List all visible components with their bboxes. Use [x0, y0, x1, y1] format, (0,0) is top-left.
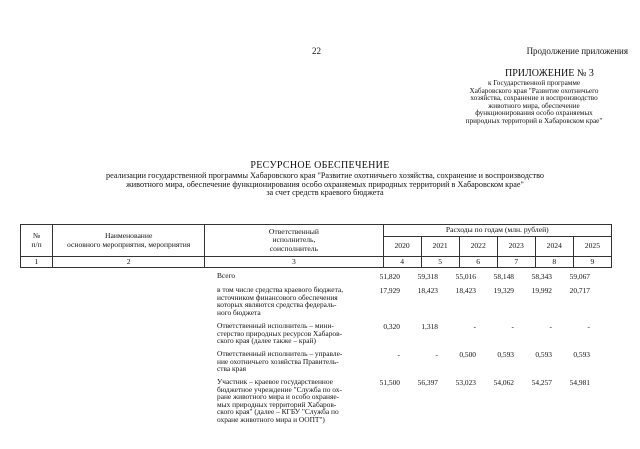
row-value: 19,329	[493, 286, 514, 295]
header-executor: Ответственный исполнитель, соисполнитель	[205, 225, 383, 257]
appendix-title: ПРИЛОЖЕНИЕ № 3	[505, 68, 594, 79]
row-value: 0,500	[459, 350, 476, 359]
appendix-line: функционирования особо охраняемых	[475, 109, 593, 118]
column-number: 5	[421, 257, 459, 268]
column-number: 6	[459, 257, 497, 268]
row-value: 54,257	[531, 378, 552, 387]
row-value: 0,593	[497, 350, 514, 359]
header-year: 2024	[535, 237, 573, 257]
row-value: -	[587, 322, 590, 331]
table-row	[20, 378, 612, 428]
row-value: 18,423	[417, 286, 438, 295]
column-number: 3	[205, 257, 383, 268]
row-value: 54,981	[569, 378, 590, 387]
page-number: 22	[312, 46, 321, 56]
row-value: 58,343	[531, 272, 552, 281]
table-row	[20, 322, 612, 350]
row-value: 59,067	[569, 272, 590, 281]
appendix-line: природных территорий в Хабаровском крае"	[465, 116, 603, 125]
table-row	[20, 350, 612, 378]
column-number: 2	[53, 257, 205, 268]
table-body	[20, 272, 612, 428]
row-label: Ответственный исполнитель – мини- стерство природных ресурсов Хабаров- ского края (далее также – край)	[217, 321, 343, 346]
document-title: РЕСУРСНОЕ ОБЕСПЕЧЕНИЕ	[250, 160, 390, 171]
appendix-line: к Государственной программе	[487, 79, 581, 87]
row-value: 20,717	[569, 286, 590, 295]
header-year: 2022	[459, 237, 497, 257]
document-subtitle	[40, 172, 610, 198]
continuation-label: Продолжение приложения	[526, 46, 628, 56]
row-value: -	[549, 322, 552, 331]
column-number: 1	[21, 257, 53, 268]
row-value: 0,593	[535, 350, 552, 359]
column-number: 7	[497, 257, 535, 268]
header-year: 2025	[573, 237, 611, 257]
row-value: 58,148	[493, 272, 514, 281]
column-number: 8	[535, 257, 573, 268]
row-value: 54,062	[493, 378, 514, 387]
row-value: 0,320	[383, 322, 400, 331]
table-header	[20, 224, 612, 268]
header-year: 2023	[497, 237, 535, 257]
header-year: 2021	[421, 237, 459, 257]
row-value: 1,318	[421, 322, 438, 331]
column-number: 4	[383, 257, 421, 268]
column-number: 9	[573, 257, 611, 268]
row-value: -	[473, 322, 476, 331]
row-value: -	[397, 350, 400, 359]
row-value: 51,500	[379, 378, 400, 387]
appendix-line: животного мира, обеспечение	[488, 101, 580, 110]
row-label: Всего	[217, 271, 236, 280]
row-value: 59,318	[417, 272, 438, 281]
row-value: 56,397	[417, 378, 438, 387]
appendix-line: хозяйства, сохранение и воспроизводство	[470, 94, 598, 103]
table-row	[20, 272, 612, 286]
row-label: Участник – краевое государственное бюджетное учреждение "Служба по ох- ране животного мира и особо охраняе- мых природных территорий Хабаров- ского края" (далее – КГБУ "Служба по охране животного мира и ООПТ")	[217, 377, 342, 424]
subtitle-line: животного мира, обеспечение функционирования особо охраняемых природных территорий в Хабаровском крае"	[126, 179, 524, 189]
header-year: 2020	[383, 237, 421, 257]
header-name: Наименование основного мероприятия, мероприятия	[53, 225, 205, 257]
subtitle-line: реализации государственной программы Хабаровского края "Развитие охотничьего хозяйства, сохранение и воспроизводство	[106, 171, 544, 180]
row-value: 0,593	[573, 350, 590, 359]
row-label: в том числе средства краевого бюджета, источником финансового обеспечения которых являются средства федераль- ного бюджета	[217, 285, 344, 317]
row-value: -	[435, 350, 438, 359]
header-no: № п/п	[21, 225, 53, 257]
appendix-line: Хабаровского края "Развитие охотничьего	[469, 86, 599, 95]
table-row	[20, 286, 612, 322]
row-value: -	[511, 322, 514, 331]
row-value: 55,016	[455, 272, 476, 281]
row-label: Ответственный исполнитель – управле- ние охотничьего хозяйства Правитель- ства края	[217, 349, 343, 374]
row-value: 51,820	[379, 272, 400, 281]
row-value: 18,423	[455, 286, 476, 295]
header-expenses: Расходы по годам (млн. рублей)	[383, 225, 611, 237]
row-value: 19,992	[531, 286, 552, 295]
appendix-caption	[448, 80, 620, 126]
row-value: 53,023	[455, 378, 476, 387]
row-value: 17,929	[379, 286, 400, 295]
subtitle-line: за счет средств краевого бюджета	[266, 188, 384, 198]
